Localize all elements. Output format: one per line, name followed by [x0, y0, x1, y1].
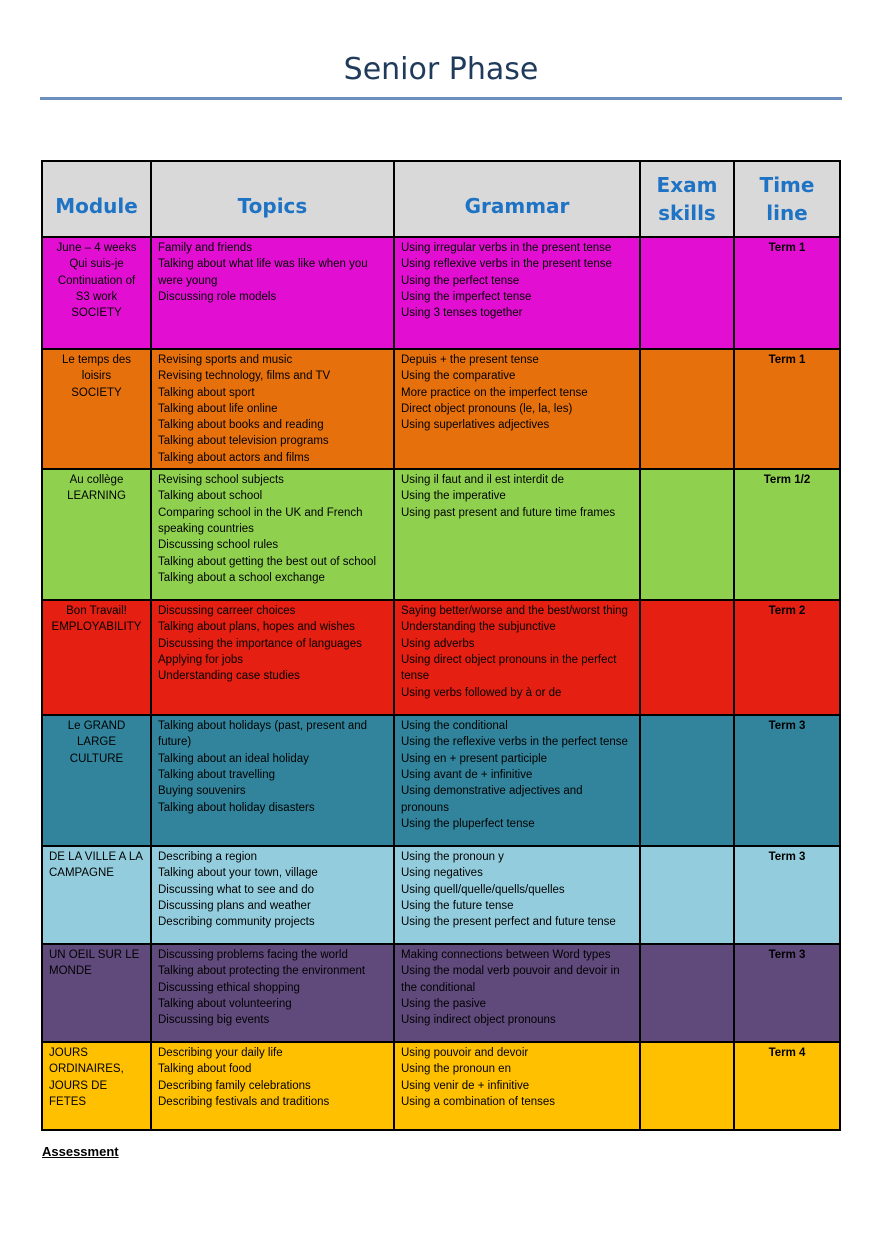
exam-skills-cell	[640, 846, 734, 944]
grammar-cell-line: Using past present and future time frames	[401, 506, 616, 519]
topics-cell	[151, 469, 394, 600]
curriculum-table	[41, 160, 841, 1131]
module-cell	[42, 715, 151, 846]
module-cell-line: June – 4 weeks	[56, 242, 137, 254]
exam-skills-cell	[640, 349, 734, 469]
grammar-cell	[394, 349, 640, 469]
grammar-cell-line: Understanding the subjunctive	[401, 621, 556, 634]
grammar-cell-line: Using en + present participle	[401, 752, 548, 765]
exam-skills-cell	[640, 237, 734, 349]
topics-cell-line: Discussing school rules	[158, 539, 279, 552]
term-cell: Term 3	[734, 944, 840, 1042]
grammar-cell-line: Using the future tense	[401, 899, 514, 912]
module-cell-line: ORDINAIRES,	[49, 1063, 124, 1076]
table-row	[42, 469, 840, 600]
grammar-cell-line: More practice on the imperfect tense	[401, 386, 588, 399]
topics-cell-line: Comparing school in the UK and French speaking countries	[158, 506, 363, 535]
topics-cell-line: Discussing carreer choices	[158, 605, 296, 618]
topics-cell-line: Talking about books and reading	[158, 419, 324, 432]
table-row	[42, 715, 840, 846]
term-cell: Term 4	[734, 1042, 840, 1130]
module-cell	[42, 600, 151, 715]
exam-skills-cell	[640, 715, 734, 846]
term-cell: Term 1	[734, 349, 840, 469]
topics-cell-line: Talking about getting the best out of school	[158, 555, 377, 568]
topics-cell-line: Talking about plans, hopes and wishes	[158, 621, 355, 634]
topics-cell-line: Revising sports and music	[158, 354, 293, 366]
topics-cell-line: Talking about holidays (past, present and future)	[158, 720, 368, 749]
exam-skills-cell	[640, 1042, 734, 1130]
header-grammar: Grammar	[394, 161, 640, 237]
topics-cell-line: Talking about food	[158, 1063, 252, 1076]
module-cell	[42, 349, 151, 469]
topics-cell	[151, 600, 394, 715]
module-cell-line: Au collège	[69, 474, 124, 487]
grammar-cell	[394, 1042, 640, 1130]
grammar-cell	[394, 600, 640, 715]
module-cell-line: DE LA VILLE A LA	[49, 851, 143, 864]
module-cell-line: SOCIETY	[71, 307, 122, 320]
grammar-cell-line: Using the pluperfect tense	[401, 817, 535, 830]
topics-cell	[151, 237, 394, 349]
grammar-cell-line: Using the pronoun en	[401, 1063, 511, 1076]
header-exam-skills: Exam skills	[640, 161, 734, 237]
topics-cell-line: Talking about your town, village	[158, 867, 318, 880]
topics-cell-line: Describing a region	[158, 851, 258, 864]
grammar-cell-line: Saying better/worse and the best/worst thing	[401, 605, 628, 618]
grammar-cell-line: Using the reflexive verbs in the perfect tense	[401, 736, 628, 749]
grammar-cell-line: Using superlatives adjectives	[401, 419, 550, 432]
topics-cell-line: Revising school subjects	[158, 474, 284, 487]
grammar-cell-line: Using a combination of tenses	[401, 1095, 556, 1108]
module-cell-line: LEARNING	[67, 490, 126, 503]
topics-cell-line: Talking about protecting the environment	[158, 965, 366, 978]
term-cell: Term 1	[734, 237, 840, 349]
topics-cell-line: Discussing big events	[158, 1014, 270, 1027]
topics-cell-line: Discussing problems facing the world	[158, 949, 348, 962]
grammar-cell-line: Using the imperfect tense	[401, 290, 532, 303]
topics-cell-line: Talking about an ideal holiday	[158, 752, 309, 765]
title-divider	[40, 97, 842, 100]
topics-cell-line: Talking about what life was like when you were young	[158, 258, 368, 287]
topics-cell-line: Talking about holiday disasters	[158, 801, 315, 814]
module-cell-line: Le GRAND	[67, 720, 126, 733]
topics-cell-line: Discussing the importance of languages	[158, 637, 362, 650]
page-title: Senior Phase	[343, 52, 539, 87]
exam-skills-cell	[640, 469, 734, 600]
topics-cell	[151, 715, 394, 846]
module-cell	[42, 944, 151, 1042]
grammar-cell-line: Using irregular verbs in the present tense	[401, 242, 612, 254]
grammar-cell-line: Using reflexive verbs in the present tense	[401, 258, 612, 271]
table-row	[42, 349, 840, 469]
topics-cell	[151, 349, 394, 469]
header-module: Module	[42, 161, 151, 237]
grammar-cell-line: Using the pasive	[401, 997, 487, 1010]
topics-cell-line: Discussing plans and weather	[158, 899, 311, 912]
topics-cell-line: Talking about actors and films	[158, 451, 310, 464]
module-cell-line: CAMPAGNE	[49, 867, 114, 880]
module-cell-line: loisirs	[81, 370, 112, 383]
grammar-cell-line: Using the perfect tense	[401, 274, 520, 287]
module-cell-line: Bon Travail!	[66, 605, 127, 618]
table-row	[42, 846, 840, 944]
topics-cell-line: Describing community projects	[158, 916, 315, 929]
module-cell-line: Continuation of	[57, 274, 136, 287]
module-cell-line: LARGE	[77, 736, 116, 749]
topics-cell-line: Revising technology, films and TV	[158, 370, 331, 383]
grammar-cell	[394, 715, 640, 846]
topics-cell-line: Discussing ethical shopping	[158, 981, 300, 994]
table-header-row	[42, 161, 840, 237]
topics-cell-line: Describing your daily life	[158, 1047, 283, 1060]
topics-cell-line: Talking about television programs	[158, 435, 329, 448]
grammar-cell-line: Using demonstrative adjectives and pronouns	[401, 785, 583, 814]
header-topics: Topics	[151, 161, 394, 237]
topics-cell-line: Applying for jobs	[158, 653, 244, 666]
grammar-cell-line: Using negatives	[401, 867, 483, 880]
grammar-cell-line: Making connections between Word types	[401, 949, 611, 962]
grammar-cell-line: Using pouvoir and devoir	[401, 1047, 529, 1060]
topics-cell-line: Discussing role models	[158, 290, 277, 303]
grammar-cell-line: Using il faut and il est interdit de	[401, 474, 565, 487]
grammar-cell-line: Depuis + the present tense	[401, 354, 539, 366]
grammar-cell-line: Direct object pronouns (le, la, les)	[401, 402, 573, 415]
assessment-heading: Assessment	[42, 1144, 119, 1159]
topics-cell	[151, 846, 394, 944]
module-cell	[42, 846, 151, 944]
topics-cell-line: Talking about school	[158, 490, 263, 503]
grammar-cell-line: Using quell/quelle/quells/quelles	[401, 883, 565, 896]
topics-cell-line: Talking about sport	[158, 386, 255, 399]
grammar-cell-line: Using 3 tenses together	[401, 307, 523, 320]
grammar-cell	[394, 944, 640, 1042]
module-cell-line: Qui suis-je	[69, 258, 124, 271]
grammar-cell-line: Using avant de + infinitive	[401, 768, 533, 781]
module-cell	[42, 237, 151, 349]
module-cell-line: S3 work	[75, 290, 118, 303]
module-cell-line: JOURS	[49, 1047, 88, 1060]
topics-cell	[151, 1042, 394, 1130]
grammar-cell-line: Using direct object pronouns in the perfect tense	[401, 653, 617, 683]
topics-cell-line: Talking about a school exchange	[158, 571, 325, 584]
topics-cell-line: Talking about travelling	[158, 768, 275, 781]
topics-cell	[151, 944, 394, 1042]
module-cell-line: JOURS DE FETES	[49, 1079, 108, 1108]
grammar-cell-line: Using venir de + infinitive	[401, 1079, 530, 1092]
table-row	[42, 1042, 840, 1130]
module-cell-line: Le temps des	[61, 354, 132, 366]
topics-cell-line: Describing festivals and traditions	[158, 1095, 330, 1108]
grammar-cell-line: Using the conditional	[401, 720, 508, 733]
grammar-cell-line: Using the imperative	[401, 490, 506, 503]
topics-cell-line: Discussing what to see and do	[158, 883, 314, 896]
exam-skills-cell	[640, 600, 734, 715]
module-cell-line: UN OEIL SUR LE	[49, 949, 140, 962]
grammar-cell-line: Using the present perfect and future tense	[401, 916, 616, 929]
term-cell: Term 3	[734, 846, 840, 944]
module-cell-line: SOCIETY	[71, 386, 122, 399]
grammar-cell-line: Using the pronoun y	[401, 851, 504, 864]
module-cell-line: CULTURE	[69, 752, 124, 765]
grammar-cell-line: Using verbs followed by à or de	[401, 686, 562, 699]
grammar-cell-line: Using the modal verb pouvoir and devoir in the conditional	[401, 965, 620, 994]
topics-cell-line: Describing family celebrations	[158, 1079, 311, 1092]
topics-cell-line: Buying souvenirs	[158, 785, 246, 798]
exam-skills-cell	[640, 944, 734, 1042]
term-cell: Term 2	[734, 600, 840, 715]
header-time-line: Time line	[734, 161, 840, 237]
term-cell: Term 1/2	[734, 469, 840, 600]
grammar-cell	[394, 237, 640, 349]
topics-cell-line: Family and friends	[158, 242, 252, 254]
topics-cell-line: Talking about life online	[158, 402, 278, 415]
grammar-cell-line: Using adverbs	[401, 637, 475, 650]
topics-cell-line: Understanding case studies	[158, 670, 300, 683]
term-cell: Term 3	[734, 715, 840, 846]
module-cell	[42, 1042, 151, 1130]
module-cell	[42, 469, 151, 600]
table-row	[42, 600, 840, 715]
grammar-cell	[394, 846, 640, 944]
module-cell-line: EMPLOYABILITY	[51, 621, 142, 634]
grammar-cell-line: Using indirect object pronouns	[401, 1014, 556, 1027]
topics-cell-line: Talking about volunteering	[158, 997, 292, 1010]
grammar-cell	[394, 469, 640, 600]
grammar-cell-line: Using the comparative	[401, 370, 516, 383]
table-row	[42, 944, 840, 1042]
module-cell-line: MONDE	[49, 965, 92, 978]
table-row	[42, 237, 840, 349]
